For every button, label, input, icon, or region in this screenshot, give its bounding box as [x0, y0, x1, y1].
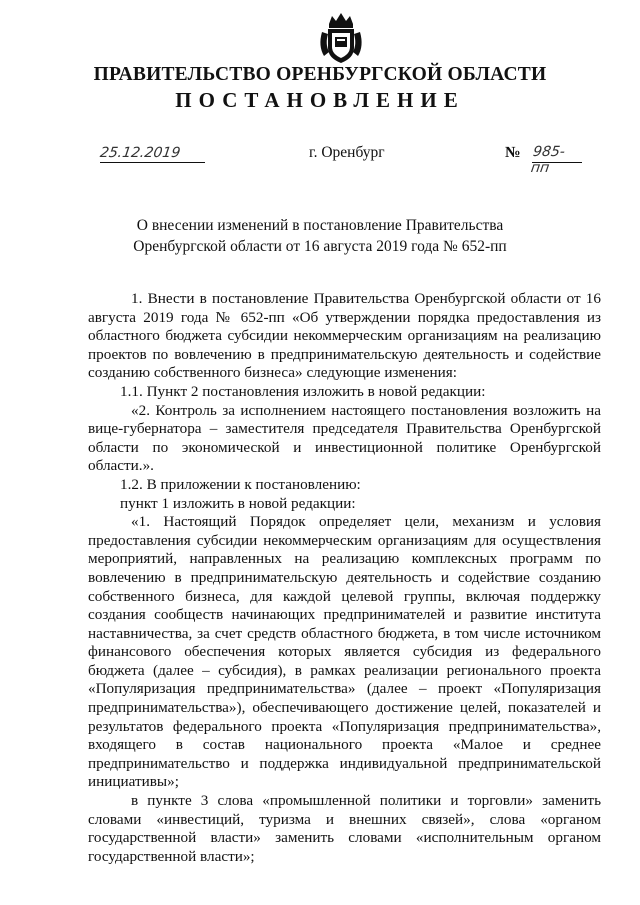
body-paragraph: 1.2. В приложении к постановлению:: [120, 475, 361, 493]
body-paragraph: пункт 1 изложить в новой редакции:: [120, 494, 356, 512]
body-paragraph: 1. Внести в постановление Правительства Оренбургской области от 16 августа 2019 года № 652-пп «Об утверждении порядка предоставления из областного бюджета субсидии некоммерческим организациям на реализацию проектов по вовлечению в предпринимательскую деятельность и содействие созданию собственного бизнеса» следующие изменения:: [88, 290, 601, 382]
coat-of-arms-icon: [318, 10, 364, 66]
document-city: г. Оренбург: [309, 144, 385, 161]
document-number-label: №: [505, 144, 521, 161]
body-paragraph: в пункте 3 слова «промышленной политики и торговли» заменить словами «инвестиций, туризма и внешних связей», слова «органом государственной власти» заменить словами «исполнительным органом государственной власти»;: [88, 792, 601, 865]
subject-line: О внесении изменений в постановление Правительства: [136, 217, 504, 234]
document-number: 985-пп: [532, 144, 582, 163]
body-paragraph: «2. Контроль за исполнением настоящего постановления возложить на вице-губернатора – заместителя председателя Правительства Оренбургской области по экономической и инвестиционной политике Оренбургской области.».: [88, 401, 601, 475]
body-paragraph: 1.1. Пункт 2 постановления изложить в новой редакции:: [120, 382, 486, 400]
body-paragraph: «1. Настоящий Порядок определяет цели, механизм и условия предоставления субсидии некоммерческим организациям для осуществления мероприятий, направленных на реализацию комплексных программ по вовлечению в предпринимательскую деятельность и содействие созданию собственного бизнеса, для каждой целевой группы, включая поддержку создания сообществ начинающих предпринимателей и развитие института наставничества, за счет средств областного бюджета, в том числе источником финансового обеспечения которых является субсидия из федерального бюджета (далее – субсидия), в рамках реализации регионального проекта «Популяризация предпринимательства» (далее – проект «Популяризация предпринимательства»), обеспечивающего достижение целей, показателей и результатов федерального проекта «Популяризация предпринимательства», входящего в состав национального проекта «Малое и среднее предпринимательство и поддержка индивидуальной предпринимательской инициативы»;: [88, 513, 601, 791]
document-body: [88, 290, 601, 866]
document-date: 25.12.2019: [100, 144, 205, 163]
document-type: ПОСТАНОВЛЕНИЕ: [175, 88, 465, 112]
document-subject: [0, 215, 640, 257]
organization-title: ПРАВИТЕЛЬСТВО ОРЕНБУРГСКОЙ ОБЛАСТИ: [93, 64, 547, 85]
subject-line: Оренбургской области от 16 августа 2019 года № 652-пп: [133, 238, 507, 255]
